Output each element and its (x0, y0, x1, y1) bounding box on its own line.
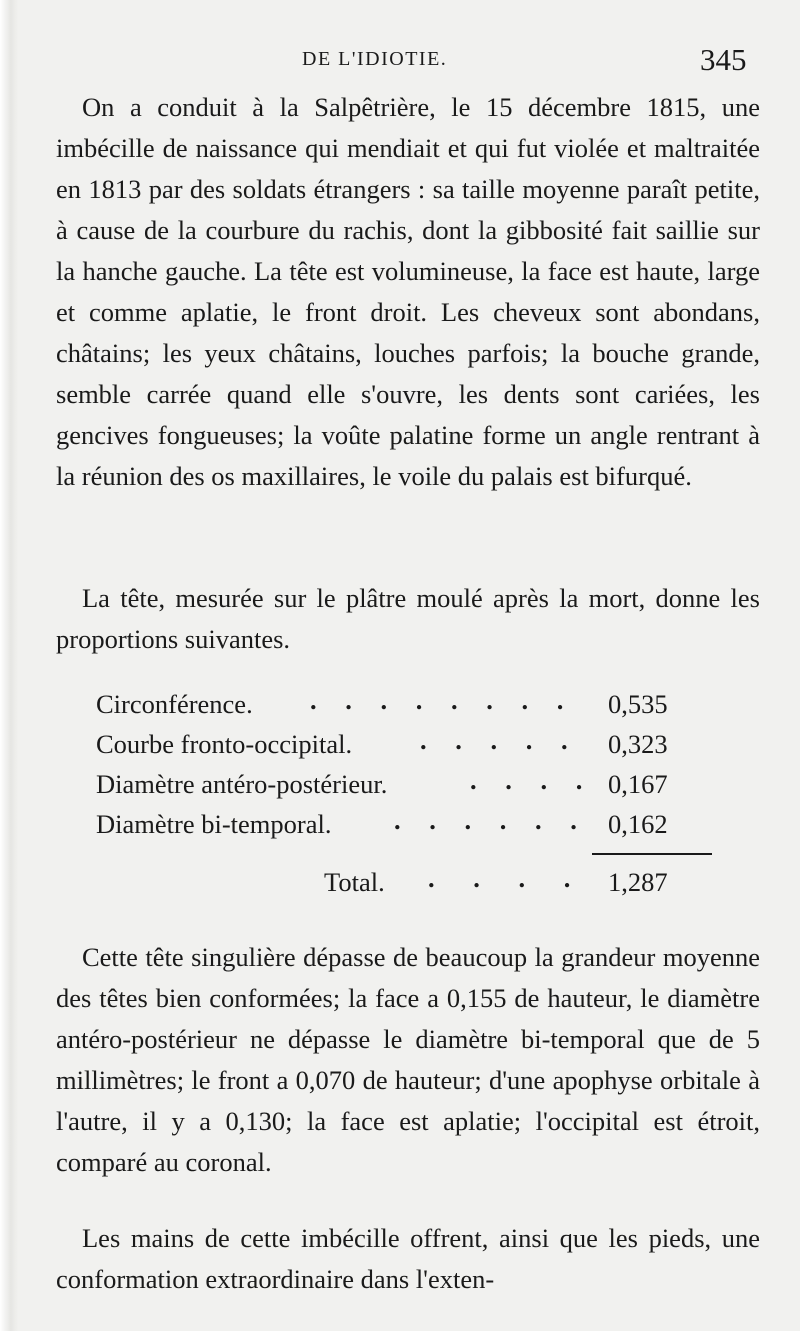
total-row (96, 860, 716, 904)
measurement-label: Diamètre bi-temporal. (96, 809, 332, 839)
paragraph-text: La tête, mesurée sur le plâtre moulé après la mort, donne les proportions suivantes. (56, 583, 760, 654)
page-number: 345 (700, 42, 747, 77)
paragraph-patient-description (56, 87, 760, 497)
measurement-table (96, 684, 716, 844)
total-value: 1,287 (608, 867, 668, 897)
leader-dots: . . . . . (420, 725, 579, 755)
measurement-row (96, 684, 716, 724)
measurement-value: 0,167 (608, 769, 668, 799)
leader-dots: . . . . . . (394, 805, 588, 835)
leader-dots: . . . . . . . . (310, 685, 575, 715)
measurement-value: 0,162 (608, 809, 668, 839)
leader-dots: . . . . (470, 765, 594, 795)
page-binding-edge (0, 0, 18, 1331)
measurement-row (96, 804, 716, 844)
measurement-label: Diamètre antéro-postérieur. (96, 769, 388, 799)
measurement-label: Circonférence. (96, 689, 253, 719)
total-label: Total. (324, 867, 385, 897)
paragraph-text: Cette tête singulière dépasse de beaucoup la grandeur moyenne des têtes bien conformées; la face a 0,155 de hauteur, le diamètre antéro-postérieur ne dépasse le diamètre bi-temporal que de 5 millimètres; le front a 0,070 de hauteur; d'une apophyse orbitale à l'autre, il y a 0,130; la face est aplatie; l'occipital est étroit, comparé au coronal. (56, 942, 760, 1177)
measurement-row (96, 764, 716, 804)
sum-rule (592, 853, 712, 855)
measurement-value: 0,323 (608, 729, 668, 759)
running-title: DE L'IDIOTIE. (302, 48, 448, 70)
leader-dots: . . . . (428, 863, 587, 893)
paragraph-hands (56, 1218, 760, 1300)
paragraph-text: On a conduit à la Salpêtrière, le 15 décembre 1815, une imbécille de naissance qui mendiait et qui fut violée et maltraitée en 1813 par des soldats étrangers : sa taille moyenne paraît petite, à cause de la courbure du rachis, dont la gibbosité fait saillie sur la hanche gauche. La tête est volumineuse, la face est haute, large et comme aplatie, le front droit. Les cheveux sont abondans, châtains; les yeux châtains, louches parfois; la bouche grande, semble carrée quand elle s'ouvre, les dents sont cariées, les gencives fongueuses; la voûte palatine forme un angle rentrant à la réunion des os maxillaires, le voile du palais est bifurqué. (56, 92, 760, 491)
paragraph-head-analysis (56, 937, 760, 1183)
paragraph-measurement-intro (56, 578, 760, 660)
page-header (0, 42, 800, 82)
measurement-label: Courbe fronto-occipital. (96, 729, 353, 759)
paragraph-text: Les mains de cette imbécille offrent, ainsi que les pieds, une conformation extraordinaire dans l'exten- (56, 1223, 760, 1294)
measurement-value: 0,535 (608, 689, 668, 719)
measurement-row (96, 724, 716, 764)
